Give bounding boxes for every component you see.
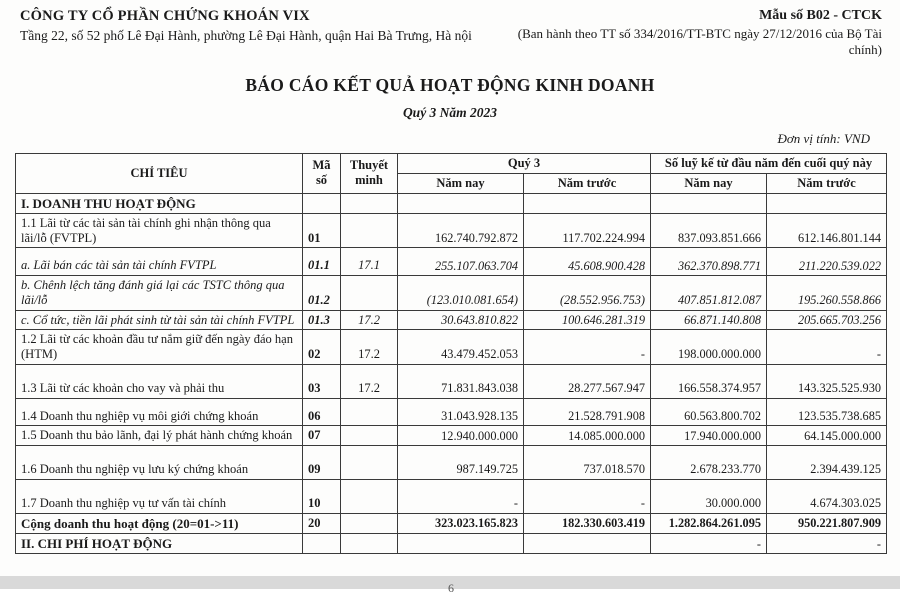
row-ma-so — [303, 193, 341, 213]
header-luyke-group: Số luỹ kế từ đầu năm đến cuối quý này — [651, 153, 887, 173]
row-ytd-nam-truoc: 211.220.539.022 — [767, 248, 887, 276]
row-ytd-nam-nay: 17.940.000.000 — [651, 426, 767, 446]
row-q3-nam-truoc — [524, 193, 651, 213]
row-label: Cộng doanh thu hoạt động (20=01->11) — [16, 513, 303, 533]
row-q3-nam-nay: 162.740.792.872 — [398, 213, 524, 248]
row-thuyet-minh — [341, 213, 398, 248]
row-ytd-nam-nay: - — [651, 533, 767, 553]
row-q3-nam-truoc: 45.608.900.428 — [524, 248, 651, 276]
page-number: 6 — [448, 581, 454, 595]
table-row — [16, 426, 887, 446]
row-ytd-nam-nay — [651, 193, 767, 213]
row-ma-so — [303, 533, 341, 553]
row-ytd-nam-nay: 362.370.898.771 — [651, 248, 767, 276]
row-q3-nam-nay: - — [398, 479, 524, 513]
row-ytd-nam-nay: 166.558.374.957 — [651, 364, 767, 398]
header-q3-nam-nay: Năm nay — [398, 173, 524, 193]
row-q3-nam-truoc — [524, 533, 651, 553]
row-label: 1.2 Lãi từ các khoản đầu tư nắm giữ đến ngày đáo hạn (HTM) — [16, 330, 303, 365]
header-ytd-nam-truoc: Năm trước — [767, 173, 887, 193]
row-ytd-nam-truoc: 205.665.703.256 — [767, 310, 887, 330]
row-ytd-nam-nay: 407.851.812.087 — [651, 276, 767, 311]
row-q3-nam-truoc: 21.528.791.908 — [524, 398, 651, 426]
letterhead-right — [488, 8, 882, 59]
row-thuyet-minh — [341, 398, 398, 426]
row-thuyet-minh: 17.1 — [341, 248, 398, 276]
row-q3-nam-truoc: 28.277.567.947 — [524, 364, 651, 398]
row-ytd-nam-nay: 66.871.140.808 — [651, 310, 767, 330]
row-q3-nam-truoc: 182.330.603.419 — [524, 513, 651, 533]
row-q3-nam-nay: 30.643.810.822 — [398, 310, 524, 330]
row-label: a. Lãi bán các tài sản tài chính FVTPL — [16, 248, 303, 276]
row-label: II. CHI PHÍ HOẠT ĐỘNG — [16, 533, 303, 553]
row-ytd-nam-nay: 60.563.800.702 — [651, 398, 767, 426]
row-q3-nam-nay — [398, 533, 524, 553]
row-q3-nam-truoc: - — [524, 330, 651, 365]
unit-note: Đơn vị tính: VND — [777, 130, 870, 146]
table-body — [16, 193, 887, 554]
row-label: 1.7 Doanh thu nghiệp vụ tư vấn tài chính — [16, 479, 303, 513]
header-ytd-nam-nay: Năm nay — [651, 173, 767, 193]
row-ytd-nam-nay: 1.282.864.261.095 — [651, 513, 767, 533]
row-thuyet-minh — [341, 533, 398, 553]
row-q3-nam-nay: 987.149.725 — [398, 446, 524, 480]
header-ma-so: Mã số — [303, 153, 341, 193]
row-q3-nam-truoc: 14.085.000.000 — [524, 426, 651, 446]
row-ma-so: 07 — [303, 426, 341, 446]
row-ytd-nam-truoc — [767, 193, 887, 213]
row-ma-so: 01 — [303, 213, 341, 248]
row-thuyet-minh — [341, 276, 398, 311]
row-q3-nam-nay: 12.940.000.000 — [398, 426, 524, 446]
form-issue-note: (Ban hành theo TT số 334/2016/TT-BTC ngày 27/12/2016 của Bộ Tài chính) — [517, 26, 882, 58]
row-ma-so: 01.2 — [303, 276, 341, 311]
row-q3-nam-truoc: - — [524, 479, 651, 513]
letterhead — [0, 0, 900, 59]
form-number: Mẫu số B02 - CTCK — [759, 8, 882, 23]
row-q3-nam-truoc: 100.646.281.319 — [524, 310, 651, 330]
row-q3-nam-nay: 323.023.165.823 — [398, 513, 524, 533]
table-row — [16, 193, 887, 213]
row-thuyet-minh: 17.2 — [341, 330, 398, 365]
row-ytd-nam-nay: 2.678.233.770 — [651, 446, 767, 480]
report-title: BÁO CÁO KẾT QUẢ HOẠT ĐỘNG KINH DOANH — [245, 74, 655, 95]
table-row — [16, 276, 887, 311]
table-row — [16, 513, 887, 533]
row-thuyet-minh: 17.2 — [341, 364, 398, 398]
table-row — [16, 364, 887, 398]
row-label: c. Cổ tức, tiền lãi phát sinh từ tài sản tài chính FVTPL — [16, 310, 303, 330]
row-ma-so: 01.3 — [303, 310, 341, 330]
row-label: 1.1 Lãi từ các tài sản tài chính ghi nhận thông qua lãi/lỗ (FVTPL) — [16, 213, 303, 248]
row-ytd-nam-truoc: 143.325.525.930 — [767, 364, 887, 398]
table-row — [16, 446, 887, 480]
table-row — [16, 479, 887, 513]
row-ma-so: 09 — [303, 446, 341, 480]
row-ma-so: 03 — [303, 364, 341, 398]
table-row — [16, 398, 887, 426]
table-row — [16, 213, 887, 248]
company-address: Tầng 22, số 52 phố Lê Đại Hành, phường Lê Đại Hành, quận Hai Bà Trưng, Hà nội — [20, 28, 472, 43]
row-ma-so: 01.1 — [303, 248, 341, 276]
row-thuyet-minh — [341, 193, 398, 213]
row-label: I. DOANH THU HOẠT ĐỘNG — [16, 193, 303, 213]
row-ytd-nam-truoc: 4.674.303.025 — [767, 479, 887, 513]
row-ytd-nam-truoc: 612.146.801.144 — [767, 213, 887, 248]
row-ma-so: 10 — [303, 479, 341, 513]
row-q3-nam-truoc: 737.018.570 — [524, 446, 651, 480]
header-thuyet-minh: Thuyết minh — [341, 153, 398, 193]
row-ytd-nam-truoc: 2.394.439.125 — [767, 446, 887, 480]
row-ytd-nam-truoc: - — [767, 533, 887, 553]
row-thuyet-minh — [341, 446, 398, 480]
row-ytd-nam-truoc: 64.145.000.000 — [767, 426, 887, 446]
row-label: 1.6 Doanh thu nghiệp vụ lưu ký chứng khoán — [16, 446, 303, 480]
row-q3-nam-truoc: (28.552.956.753) — [524, 276, 651, 311]
row-ytd-nam-nay: 30.000.000 — [651, 479, 767, 513]
header-chi-tieu: CHỈ TIÊU — [16, 153, 303, 193]
company-name: CÔNG TY CỔ PHẦN CHỨNG KHOÁN VIX — [20, 8, 310, 24]
header-quy3-group: Quý 3 — [398, 153, 651, 173]
row-thuyet-minh — [341, 479, 398, 513]
table-header — [16, 153, 887, 193]
table-row — [16, 248, 887, 276]
row-q3-nam-nay: 31.043.928.135 — [398, 398, 524, 426]
row-ma-so: 20 — [303, 513, 341, 533]
table-row — [16, 310, 887, 330]
row-q3-nam-nay: 43.479.452.053 — [398, 330, 524, 365]
letterhead-left — [20, 8, 488, 59]
row-thuyet-minh — [341, 513, 398, 533]
row-label: 1.3 Lãi từ các khoản cho vay và phải thu — [16, 364, 303, 398]
row-ytd-nam-nay: 837.093.851.666 — [651, 213, 767, 248]
header-q3-nam-truoc: Năm trước — [524, 173, 651, 193]
table-row — [16, 533, 887, 553]
row-ma-so: 02 — [303, 330, 341, 365]
row-q3-nam-nay: 255.107.063.704 — [398, 248, 524, 276]
row-q3-nam-nay: (123.010.081.654) — [398, 276, 524, 311]
row-thuyet-minh: 17.2 — [341, 310, 398, 330]
row-ytd-nam-truoc: 123.535.738.685 — [767, 398, 887, 426]
table-row — [16, 330, 887, 365]
row-q3-nam-truoc: 117.702.224.994 — [524, 213, 651, 248]
row-ma-so: 06 — [303, 398, 341, 426]
row-ytd-nam-nay: 198.000.000.000 — [651, 330, 767, 365]
row-ytd-nam-truoc: 950.221.807.909 — [767, 513, 887, 533]
row-ytd-nam-truoc: - — [767, 330, 887, 365]
row-q3-nam-nay: 71.831.843.038 — [398, 364, 524, 398]
row-label: b. Chênh lệch tăng đánh giá lại các TSTC thông qua lãi/lỗ — [16, 276, 303, 311]
row-q3-nam-nay — [398, 193, 524, 213]
row-label: 1.4 Doanh thu nghiệp vụ môi giới chứng khoán — [16, 398, 303, 426]
row-ytd-nam-truoc: 195.260.558.866 — [767, 276, 887, 311]
row-thuyet-minh — [341, 426, 398, 446]
report-subtitle: Quý 3 Năm 2023 — [402, 104, 498, 120]
row-label: 1.5 Doanh thu bảo lãnh, đại lý phát hành chứng khoán — [16, 426, 303, 446]
income-statement-table — [15, 153, 887, 555]
